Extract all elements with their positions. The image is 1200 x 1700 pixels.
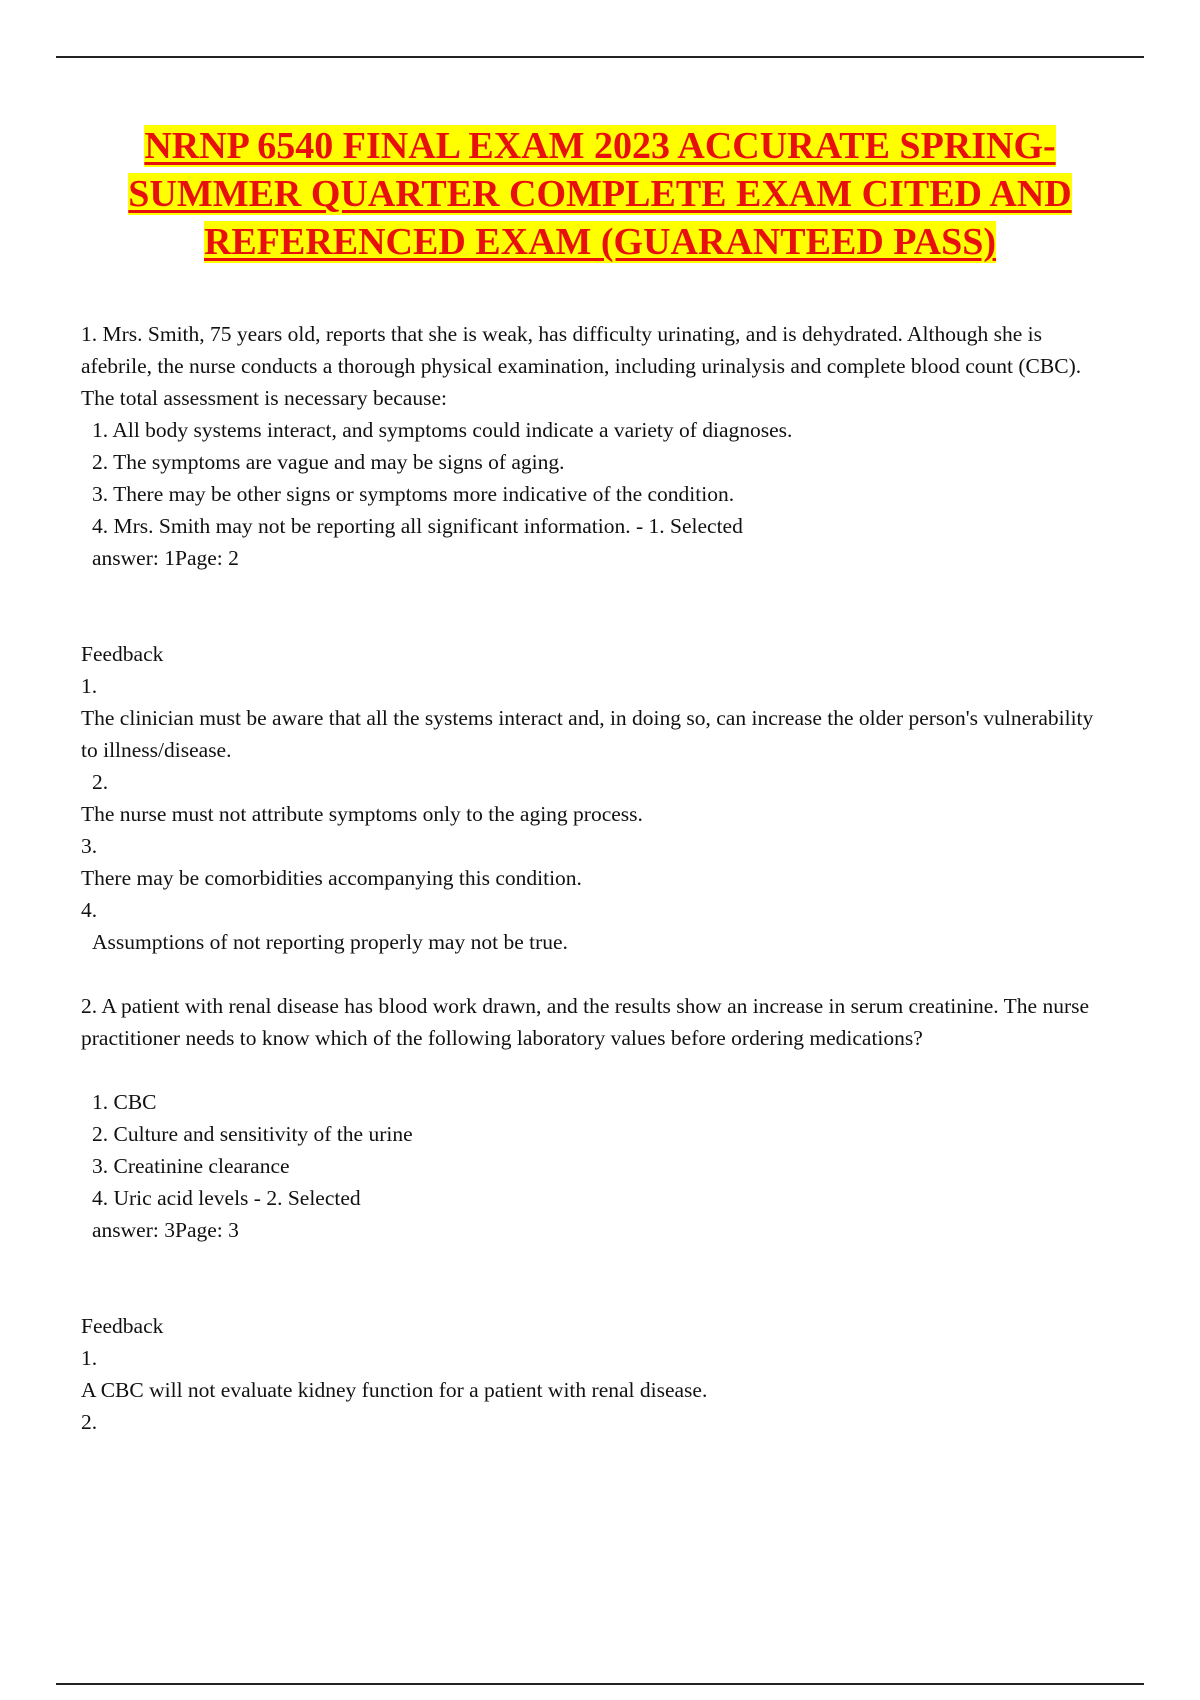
question-1-option: 2. The symptoms are vague and may be signs of aging. <box>92 450 565 474</box>
feedback-number: 1. <box>81 674 98 698</box>
feedback-text: A CBC will not evaluate kidney function for a patient with renal disease. <box>81 1378 708 1402</box>
question-2-stem: 2. A patient with renal disease has blood work drawn, and the results show an increase in serum creatinine. The nurse practitioner needs to know which of the following laboratory values before ordering medications? <box>81 994 1090 1050</box>
question-1-option: 3. There may be other signs or symptoms more indicative of the condition. <box>92 482 735 506</box>
question-2-option: 1. CBC <box>92 1090 157 1114</box>
question-2-answer: answer: 3Page: 3 <box>92 1218 239 1242</box>
feedback-text: The clinician must be aware that all the systems interact and, in doing so, can increase the older person's vulnerability to illness/disease. <box>81 706 1094 762</box>
feedback-text: The nurse must not attribute symptoms only to the aging process. <box>81 802 643 826</box>
feedback-number: 1. <box>81 1346 98 1370</box>
feedback-number: 2. <box>81 1410 98 1434</box>
top-rule <box>56 56 1144 58</box>
feedback-number: 3. <box>81 834 98 858</box>
question-1-option: 1. All body systems interact, and symptoms could indicate a variety of diagnoses. <box>92 418 793 442</box>
title-highlight: NRNP 6540 FINAL EXAM 2023 ACCURATE SPRING-SUMMER QUARTER COMPLETE EXAM CITED AND REFERENCED EXAM (GUARANTEED PASS) <box>128 125 1072 263</box>
question-1-answer: answer: 1Page: 2 <box>92 546 239 570</box>
feedback-text: There may be comorbidities accompanying this condition. <box>81 866 582 890</box>
feedback-text: Assumptions of not reporting properly may not be true. <box>92 930 568 954</box>
bottom-rule <box>56 1683 1144 1685</box>
question-1-feedback-label: Feedback <box>81 642 164 666</box>
feedback-number: 2. <box>92 770 109 794</box>
question-2-option: 2. Culture and sensitivity of the urine <box>92 1122 413 1146</box>
question-2-feedback-label: Feedback <box>81 1314 164 1338</box>
feedback-number: 4. <box>81 898 98 922</box>
question-2-option: 3. Creatinine clearance <box>92 1154 290 1178</box>
question-2-option: 4. Uric acid levels - 2. Selected <box>92 1186 361 1210</box>
document-title <box>60 122 1140 266</box>
exam-content <box>81 318 1101 1438</box>
question-1-stem: 1. Mrs. Smith, 75 years old, reports that she is weak, has difficulty urinating, and is dehydrated. Although she is afebrile, the nurse conducts a thorough physical examination, including urinalysis and complete blood count (CBC). The total assessment is necessary because: <box>81 322 1082 410</box>
question-1-option: 4. Mrs. Smith may not be reporting all significant information. - 1. Selected <box>92 514 743 538</box>
